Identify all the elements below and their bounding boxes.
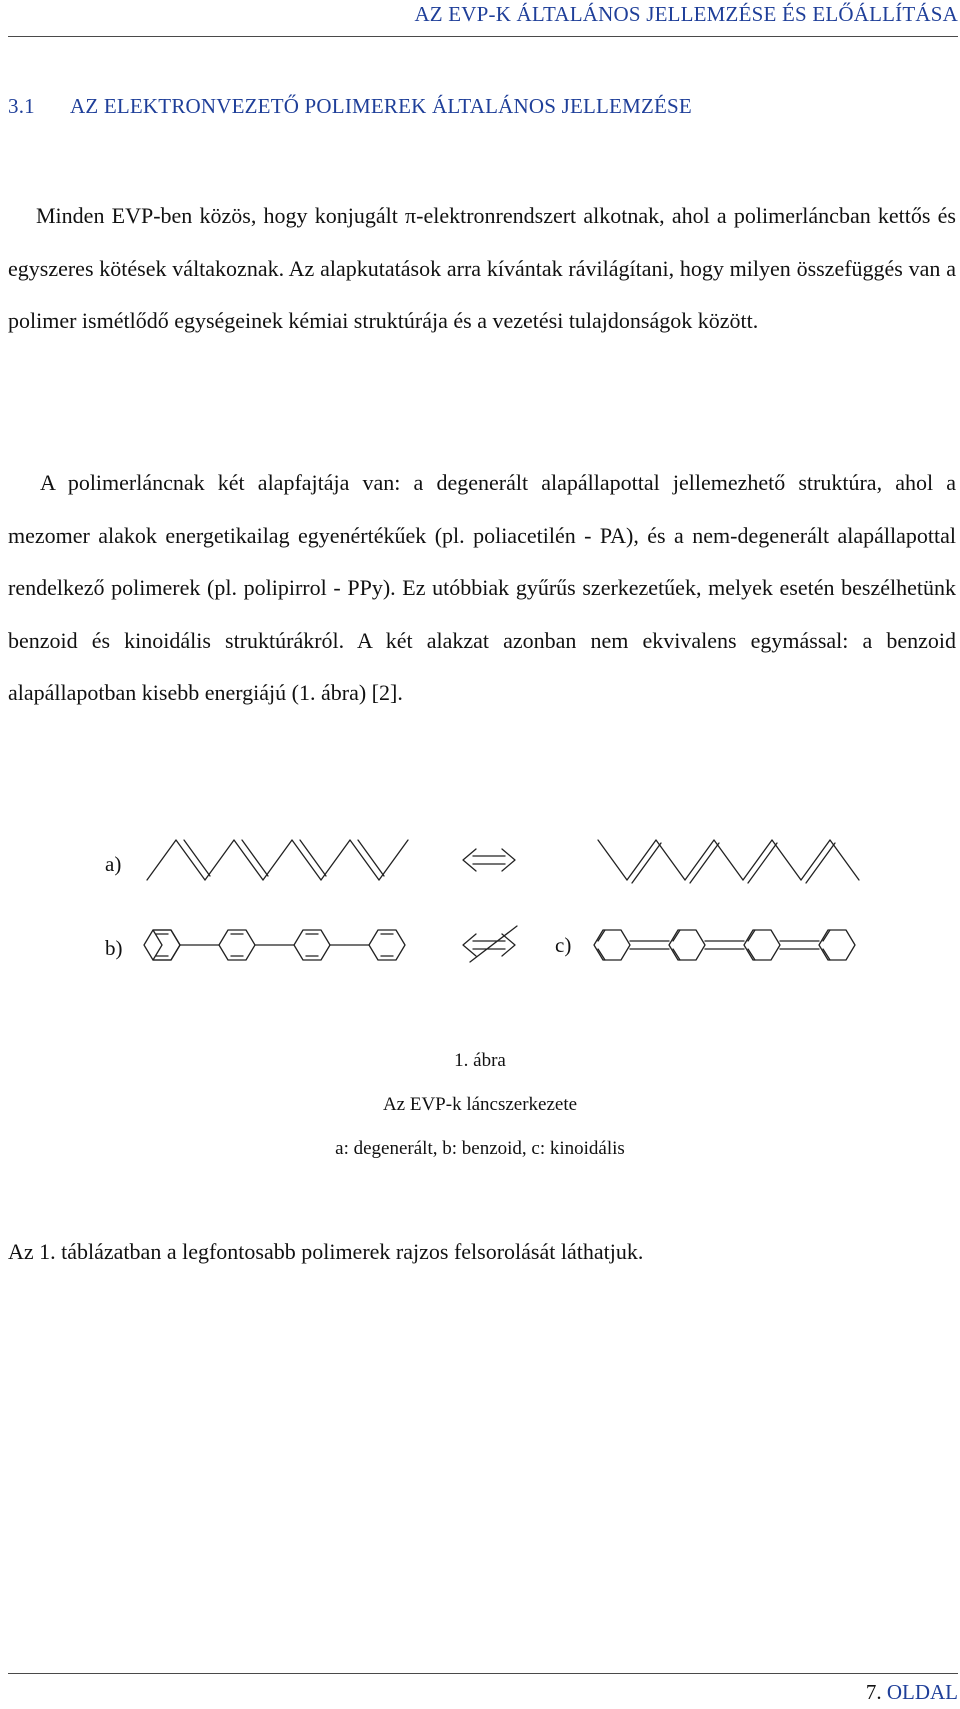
- resonance-arrow-icon: [463, 849, 515, 871]
- paragraph-2: A polimerláncnak két alapfajtája van: a degenerált alapállapottal jellemezhető struktúra, ahol a mezomer alakok energetikailag egyenértékűek (pl. poliacetilén - PA), és a nem-degenerált alapállapottal rendelkező polimerek (pl. polipirrol - PPy). Ez utóbbiak gyűrűs szerkezetűek, melyek esetén beszélhetünk benzoid és kinoidális struktúrákról. A két alakzat azonban nem ekvivalens egymással: a benzoid alapállapotban kisebb energiájú (1. ábra) [2].: [8, 470, 956, 705]
- crossed-arrow-icon: [463, 926, 517, 962]
- figure-legend: a: degenerált, b: benzoid, c: kinoidális: [335, 1138, 625, 1159]
- polyacetylene-chain-right: [598, 840, 859, 883]
- page-number: 7.: [865, 1680, 882, 1704]
- paragraph-3: Az 1. táblázatban a legfontosabb polimerek rajzos felsorolását láthatjuk.: [8, 1239, 644, 1264]
- header-divider: [8, 36, 958, 37]
- page-word: OLDAL: [886, 1680, 958, 1704]
- figure-label-c: c): [555, 933, 572, 957]
- running-header: AZ EVP-K ÁLTALÁNOS JELLEMZÉSE ÉS ELŐÁLLÍTÁSA: [414, 2, 958, 26]
- figure-number: 1. ábra: [454, 1050, 506, 1071]
- quinoid-chain: [594, 930, 855, 960]
- figure-label-b: b): [105, 936, 123, 960]
- footer-divider: [8, 1673, 958, 1674]
- section-heading: [8, 92, 692, 120]
- paragraph-1: Minden EVP-ben közös, hogy konjugált π-elektronrendszert alkotnak, ahol a polimerláncban kettős és egyszeres kötések váltakoznak. Az alapkutatások arra kívántak rávilágítani, hogy milyen összefüggés van a polimer ismétlődő egységeinek kémiai struktúrája és a vezetési tulajdonságok között.: [8, 203, 956, 333]
- section-number: 3.1: [8, 94, 35, 118]
- polyacetylene-chain-left: [147, 840, 408, 880]
- section-title: AZ ELEKTRONVEZETŐ POLIMEREK ÁLTALÁNOS JELLEMZÉSE: [70, 94, 692, 118]
- figure-label-a: a): [105, 852, 122, 876]
- chain-structure-figure: [0, 820, 960, 990]
- benzoid-chain: [144, 930, 405, 960]
- figure-title: Az EVP-k láncszerkezete: [382, 1094, 578, 1115]
- page-footer: [866, 1678, 958, 1706]
